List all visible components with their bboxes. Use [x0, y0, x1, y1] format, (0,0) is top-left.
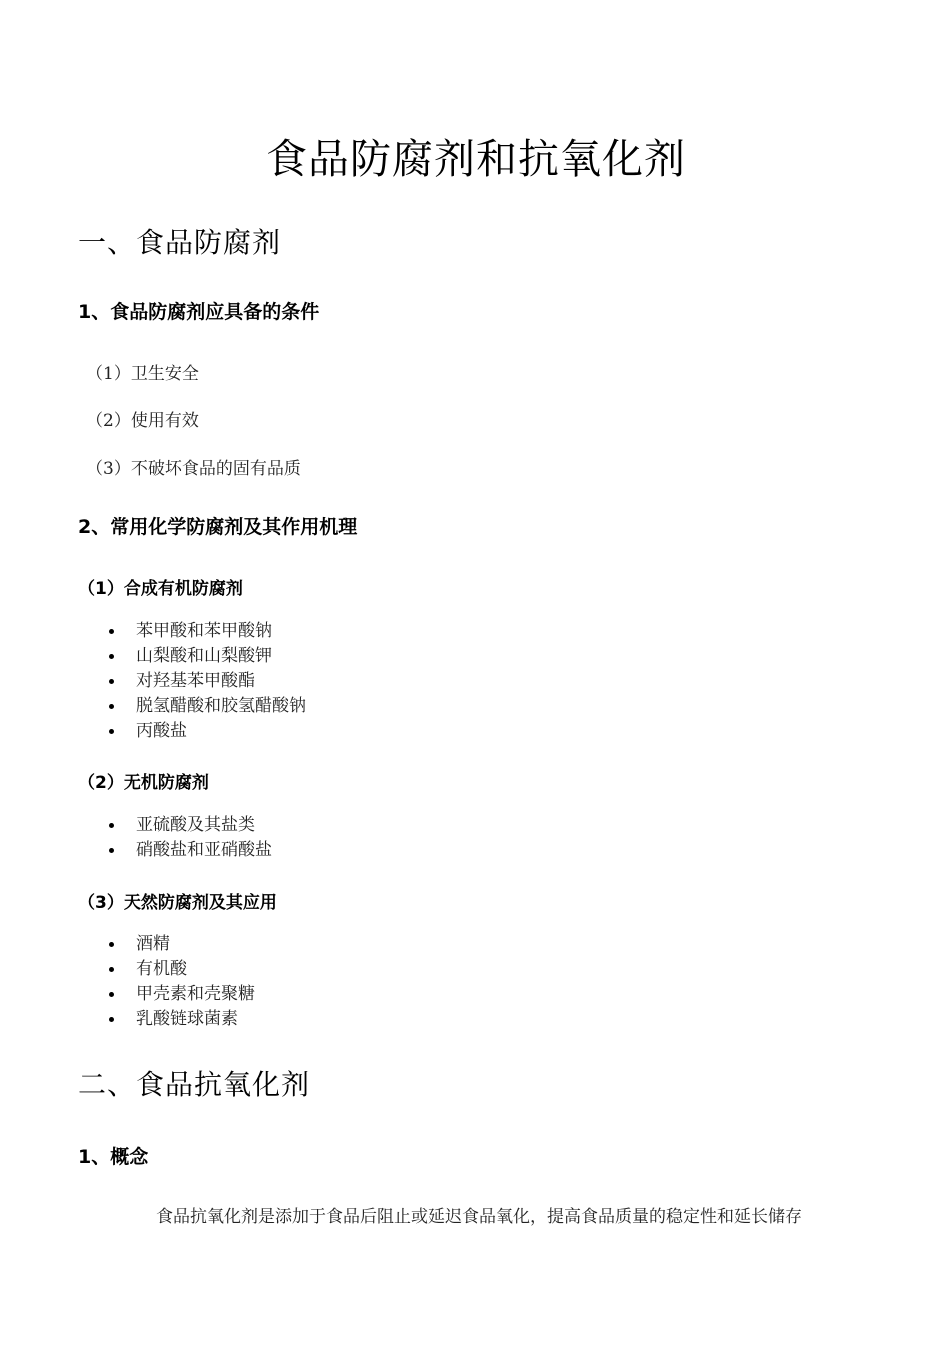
bullet-icon [109, 654, 114, 659]
list-item-label: 乳酸链球菌素 [136, 1009, 238, 1029]
subsection-heading-concept: 1、概念 [78, 1146, 149, 1168]
list-item [106, 644, 306, 669]
synthetic-organic-list [106, 619, 306, 744]
group-heading-synthetic-organic: （1）合成有机防腐剂 [78, 579, 243, 599]
list-item-label: 丙酸盐 [136, 721, 187, 741]
bullet-icon [109, 967, 114, 972]
list-item-label: 苯甲酸和苯甲酸钠 [136, 621, 272, 641]
subsection-heading-conditions: 1、食品防腐剂应具备的条件 [78, 301, 320, 323]
list-item [106, 813, 272, 838]
list-item-label: 脱氢醋酸和胶氢醋酸钠 [136, 696, 306, 716]
bullet-icon [109, 704, 114, 709]
list-item-label: 硝酸盐和亚硝酸盐 [136, 840, 272, 860]
concept-paragraph: 食品抗氧化剂是添加于食品后阻止或延迟食品氧化，提高食品质量的稳定性和延长储存 [156, 1207, 802, 1227]
section-heading-preservatives: 一、食品防腐剂 [78, 226, 282, 259]
list-item [106, 982, 255, 1007]
list-item-label: 有机酸 [136, 959, 187, 979]
list-item [106, 669, 306, 694]
bullet-icon [109, 823, 114, 828]
list-item [106, 957, 255, 982]
list-item-label: 亚硫酸及其盐类 [136, 815, 255, 835]
bullet-icon [109, 1017, 114, 1022]
list-item [106, 719, 306, 744]
subsection-heading-chemical-preservatives: 2、常用化学防腐剂及其作用机理 [78, 516, 358, 538]
condition-item: （2）使用有效 [86, 411, 199, 431]
group-heading-inorganic: （2）无机防腐剂 [78, 773, 209, 793]
bullet-icon [109, 679, 114, 684]
condition-item: （1）卫生安全 [86, 364, 199, 384]
list-item [106, 619, 306, 644]
list-item-label: 山梨酸和山梨酸钾 [136, 646, 272, 666]
bullet-icon [109, 729, 114, 734]
list-item-label: 对羟基苯甲酸酯 [136, 671, 255, 691]
bullet-icon [109, 942, 114, 947]
section-heading-antioxidants: 二、食品抗氧化剂 [78, 1068, 311, 1101]
natural-list [106, 932, 255, 1032]
inorganic-list [106, 813, 272, 863]
list-item [106, 1007, 255, 1032]
condition-item: （3）不破坏食品的固有品质 [86, 459, 301, 479]
list-item-label: 甲壳素和壳聚糖 [136, 984, 255, 1004]
bullet-icon [109, 848, 114, 853]
document-title: 食品防腐剂和抗氧化剂 [266, 135, 686, 183]
list-item [106, 838, 272, 863]
list-item [106, 932, 255, 957]
list-item [106, 694, 306, 719]
list-item-label: 酒精 [136, 934, 170, 954]
bullet-icon [109, 629, 114, 634]
bullet-icon [109, 992, 114, 997]
group-heading-natural: （3）天然防腐剂及其应用 [78, 893, 277, 913]
